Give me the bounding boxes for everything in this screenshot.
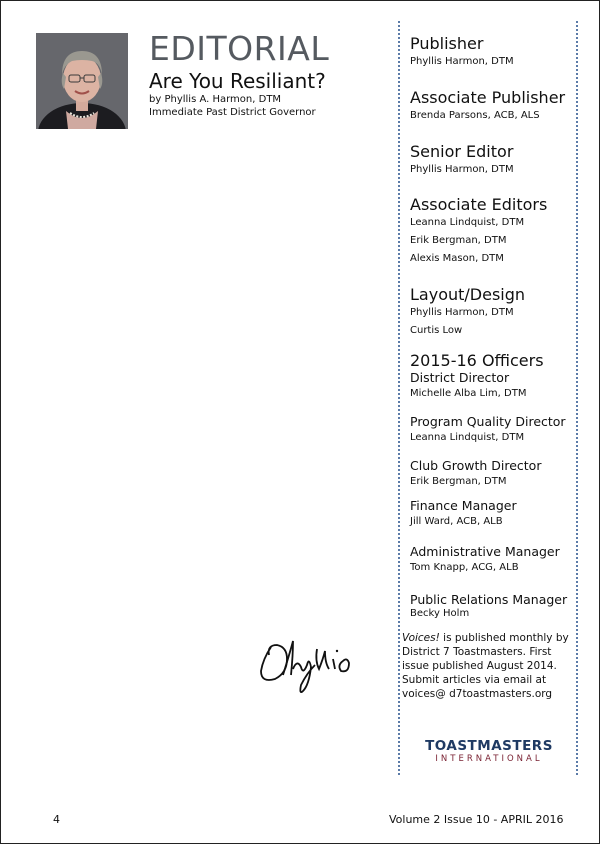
officer-name: Tom Knapp, ACG, ALB xyxy=(410,562,519,573)
officer-name: Leanna Lindquist, DTM xyxy=(410,432,525,443)
officer-title: Finance Manager xyxy=(410,498,517,513)
assoc-editor-name: Alexis Mason, DTM xyxy=(410,253,504,264)
page-number: 4 xyxy=(53,813,60,826)
publisher-name: Phyllis Harmon, DTM xyxy=(410,56,514,67)
officer-title: District Director xyxy=(410,370,510,385)
editorial-author-role: Immediate Past District Governor xyxy=(149,107,316,118)
assoc-publisher-name: Brenda Parsons, ACB, ALS xyxy=(410,110,540,121)
issue-info: Volume 2 Issue 10 - APRIL 2016 xyxy=(389,813,564,826)
editorial-subtitle: Are You Resiliant? xyxy=(149,69,326,93)
officer-title: Club Growth Director xyxy=(410,458,542,473)
layout-name: Curtis Low xyxy=(410,325,463,336)
signature-image xyxy=(253,629,371,699)
officer-title: Program Quality Director xyxy=(410,414,566,429)
publication-name: Voices! xyxy=(402,632,440,644)
publication-note-text: is published monthly by District 7 Toastmasters. First issue published August 2014. Submit articles via email at voices@ d7toastmasters.org xyxy=(402,632,569,700)
layout-name: Phyllis Harmon, DTM xyxy=(410,307,514,318)
publication-note xyxy=(402,631,574,701)
assoc-editor-name: Erik Bergman, DTM xyxy=(410,235,507,246)
officer-title: Public Relations Manager xyxy=(410,592,568,607)
logo-secondary-text: INTERNATIONAL xyxy=(435,754,543,764)
logo-primary-text: TOASTMASTERS xyxy=(425,738,553,754)
officer-name: Jill Ward, ACB, ALB xyxy=(410,516,503,527)
assoc-editors-heading: Associate Editors xyxy=(410,195,548,214)
toastmasters-logo xyxy=(418,739,560,765)
officer-title: Administrative Manager xyxy=(410,544,560,559)
assoc-editor-name: Leanna Lindquist, DTM xyxy=(410,217,525,228)
author-photo xyxy=(36,33,128,129)
officer-name: Michelle Alba Lim, DTM xyxy=(410,388,527,399)
portrait-image xyxy=(36,33,128,129)
masthead-sidebar xyxy=(398,21,578,775)
publisher-heading: Publisher xyxy=(410,34,484,53)
editorial-byline: by Phyllis A. Harmon, DTM xyxy=(149,94,282,105)
editorial-title: EDITORIAL xyxy=(149,29,330,68)
officer-name: Becky Holm xyxy=(410,608,470,619)
assoc-publisher-heading: Associate Publisher xyxy=(410,88,566,107)
layout-heading: Layout/Design xyxy=(410,285,526,304)
senior-editor-heading: Senior Editor xyxy=(410,142,514,161)
officer-name: Erik Bergman, DTM xyxy=(410,476,507,487)
officers-heading: 2015-16 Officers xyxy=(410,351,544,370)
senior-editor-name: Phyllis Harmon, DTM xyxy=(410,164,514,175)
